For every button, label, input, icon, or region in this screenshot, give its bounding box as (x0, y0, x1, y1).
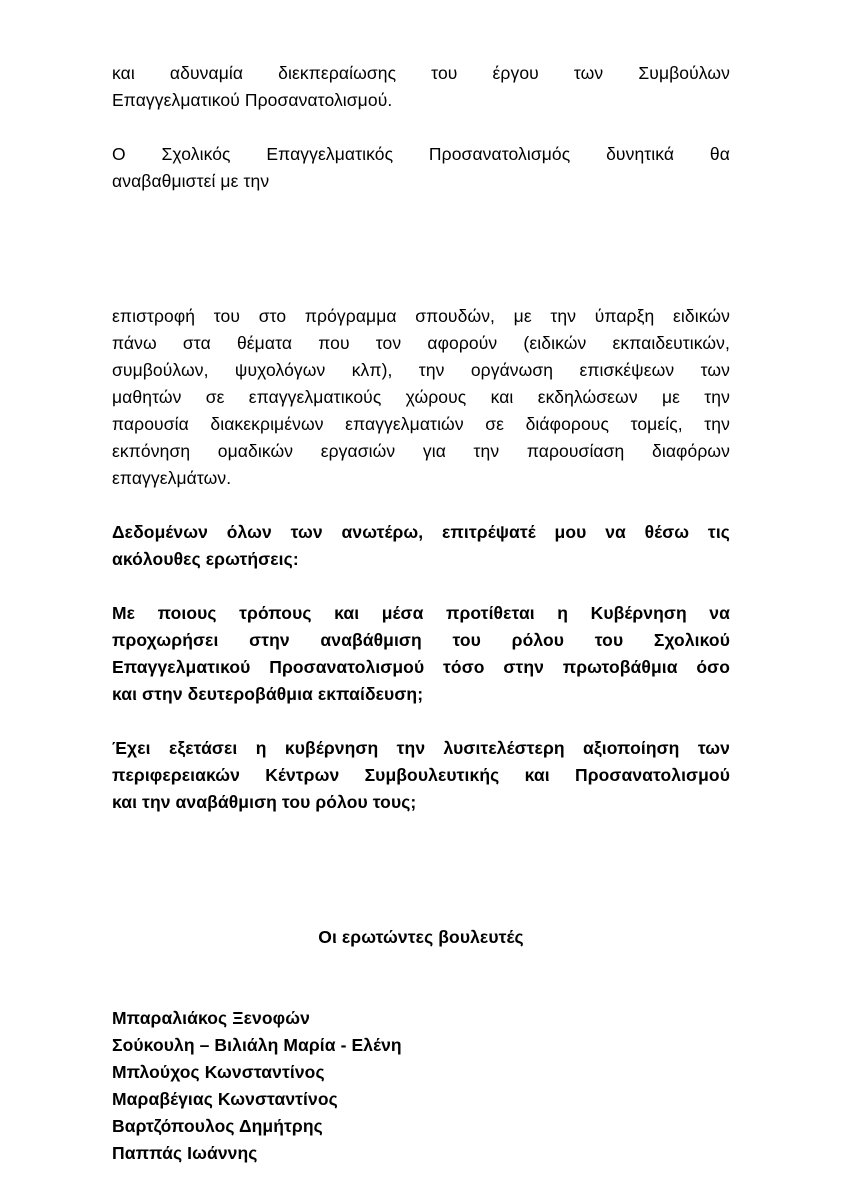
paragraph-line: επαγγελμάτων. (112, 468, 232, 488)
paragraph-line: Δεδομένων όλων των ανωτέρω, επιτρέψατέ μου να θέσω τις (112, 522, 730, 542)
paragraph-line: μαθητών σε επαγγελματικούς χώρους και εκδηλώσεων με την (112, 387, 730, 407)
signatories-line: Μπλούχος Κωνσταντίνος (112, 1062, 325, 1082)
paragraph-line: εκπόνηση ομαδικών εργασιών για την παρουσίαση διαφόρων (112, 441, 730, 461)
paragraph-line: Έχει εξετάσει η κυβέρνηση την λυσιτελέστερη αξιοποίηση των (112, 738, 730, 758)
paragraph-line: Επαγγελματικού Προσανατολισμού τόσο στην πρωτοβάθμια όσο (112, 657, 730, 677)
paragraph-line: παρουσία διακεκριμένων επαγγελματιών σε διάφορους τομείς, την (112, 414, 730, 434)
paragraph-line: και αδυναμία διεκπεραίωσης του έργου των Συμβούλων (112, 63, 730, 83)
paragraph (112, 141, 730, 195)
paragraph-line: συμβούλων, ψυχολόγων κλπ), την οργάνωση επισκέψεων των (112, 360, 730, 380)
signatories (112, 1005, 730, 1167)
paragraph-line: προχωρήσει στην αναβάθμιση του ρόλου του Σχολικού (112, 630, 730, 650)
document-content (112, 60, 730, 1167)
paragraph (112, 519, 730, 573)
paragraph (112, 600, 730, 708)
paragraph-line: Με ποιους τρόπους και μέσα προτίθεται η Κυβέρνηση να (112, 603, 730, 623)
heading-line: Οι ερωτώντες βουλευτές (318, 927, 524, 947)
signatories-line: Μαραβέγιας Κωνσταντίνος (112, 1089, 338, 1109)
paragraph-line: επιστροφή του στο πρόγραμμα σπουδών, με την ύπαρξη ειδικών (112, 306, 730, 326)
signatories-line: Μπαραλιάκος Ξενοφών (112, 1008, 310, 1028)
paragraph-line: Ο Σχολικός Επαγγελματικός Προσανατολισμός δυνητικά θα (112, 144, 730, 164)
signatories-line: Σούκουλη – Βιλιάλη Μαρία - Ελένη (112, 1035, 402, 1055)
paragraph-line: περιφερειακών Κέντρων Συμβουλευτικής και Προσανατολισμού (112, 765, 730, 785)
heading (112, 924, 730, 951)
paragraph-line: Επαγγελματικού Προσανατολισμού. (112, 90, 393, 110)
paragraph (112, 60, 730, 114)
paragraph-line: και την αναβάθμιση του ρόλου τους; (112, 792, 417, 812)
signatories-line: Βαρτζόπουλος Δημήτρης (112, 1116, 323, 1136)
paragraph (112, 735, 730, 816)
paragraph-line: αναβαθμιστεί με την (112, 171, 270, 191)
paragraph (112, 303, 730, 492)
paragraph-line: ακόλουθες ερωτήσεις: (112, 549, 299, 569)
paragraph-line: πάνω στα θέματα που τον αφορούν (ειδικών εκπαιδευτικών, (112, 333, 730, 353)
paragraph-line: και στην δευτεροβάθμια εκπαίδευση; (112, 684, 424, 704)
signatories-line: Παππάς Ιωάννης (112, 1143, 258, 1163)
